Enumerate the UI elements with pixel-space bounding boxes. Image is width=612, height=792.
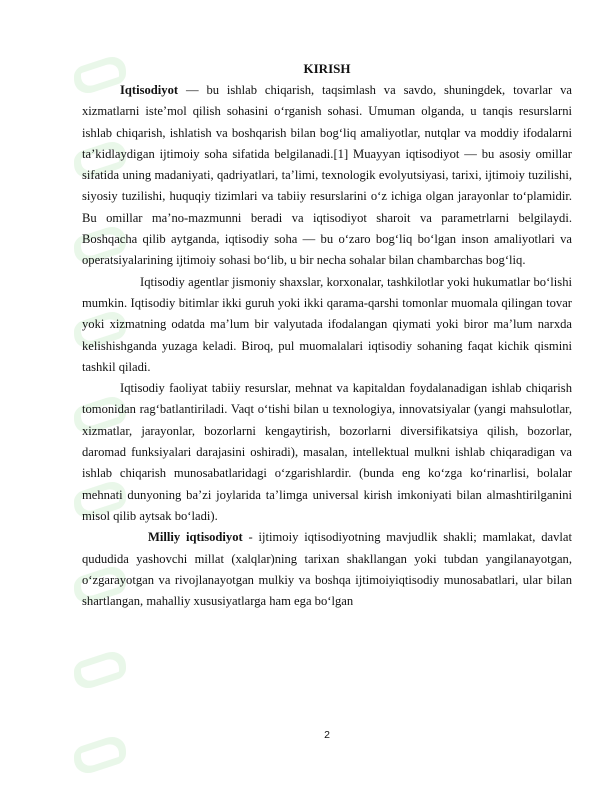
paragraph-economy-definition	[82, 80, 572, 272]
paragraph-text: Iqtisodiy agentlar jismoniy shaxslar, korxonalar, tashkilotlar yoki hukumatlar bo‘lishi mumkin. Iqtisodiy bitimlar ikki guruh yoki ikki qarama-qarshi tomonlar muomala qilingan tovar yoki xizmatning odatda ma’lum bir valyutada ifodalangan qiymati yoki biror ma’lum narxda kelishishganda yuzaga keladi. Biroq, pul muomalalari iqtisodiy sohaning faqat kichik qismini tashkil qiladi.	[82, 274, 572, 374]
paragraph-text: — bu ishlab chiqarish, taqsimlash va savdo, shuningdek, tovarlar va xizmatlarni iste’mol qilish sohasini o‘rganish sohasi. Umuman olganda, u tanqis resurslarni ishlab chiqarish, ishlatish va boshqarish bilan bog‘liq amaliyotlar, nutqlar va moddiy ifodalarni ta’kidlaydigan ijtimoiy soha sifatida belgilanadi.[1] Muayyan iqtisodiyot — bu asosiy omillar sifatida uning madaniyati, qadriyatlari, ta’limi, texnologik evolyutsiyasi, tarixi, ijtimoiy tuzilishi, siyosiy tuzilishi, huquqiy tizimlari va tabiiy resurslarini o‘z ichiga olgan jarayonlar to‘plamidir. Bu omillar ma’no-mazmunni beradi va iqtisodiyot sharoit va parametrlarni belgilaydi. Boshqacha qilib aytganda, iqtisodiy soha — bu o‘zaro bog‘liq bo‘lgan inson amaliyotlari va operatsiyalarining ijtimoiy sohasi bo‘lib, u bir necha sohalar bilan chambarchas bog‘liq.	[82, 83, 572, 268]
paragraph-national-economy	[82, 527, 572, 612]
paragraph-text: - ijtimoiy iqtisodiyotning mavjudlik shakli; mamlakat, davlat qududida yashovchi millat (xalqlar)ning tarixan shakllangan yoki tubdan yangilanayotgan, o‘zgarayotgan va rivojlanayotgan mulkiy va boshqa ijtimoiyiqtisodiy munosabatlari, ular bilan shartlangan, mahalliy xususiyatlarga ham ega bo‘lgan	[82, 530, 572, 609]
term-milliy-iqtisodiyot: Milliy iqtisodiyot	[148, 530, 243, 545]
document-body	[82, 80, 572, 612]
paragraph-text: Iqtisodiy faoliyat tabiiy resurslar, mehnat va kapitaldan foydalanadigan ishlab chiqarish tomonidan rag‘batlantiriladi. Vaqt o‘tishi bilan u texnologiya, innovatsiyalar (yangi mahsulotlar, xizmatlar, jarayonlar, bozorlarni kengaytirish, bozorlarni diversifikatsiya qilish, bozorlar, daromad funksiyalari darajasini oshiradi), masalan, intellektual mulkni ishlab chiqaradigan va ishlab chiqarish munosabatlaridagi o‘zgarishlardir. (bunda eng ko‘zga ko‘rinarlisi, bolalar mehnati dunyoning ba’zi joylarida ta’limga universal kirish imkoniyati bilan almashtirilganini misol qilib aytsak bo‘ladi).	[82, 381, 572, 523]
paragraph-economic-agents	[82, 272, 572, 378]
term-iqtisodiyot: Iqtisodiyot	[120, 83, 179, 97]
paragraph-economic-activity	[82, 378, 572, 527]
page-number: 2	[324, 729, 330, 741]
watermark-logo-icon	[74, 647, 126, 694]
section-title: KIRISH	[303, 61, 351, 76]
